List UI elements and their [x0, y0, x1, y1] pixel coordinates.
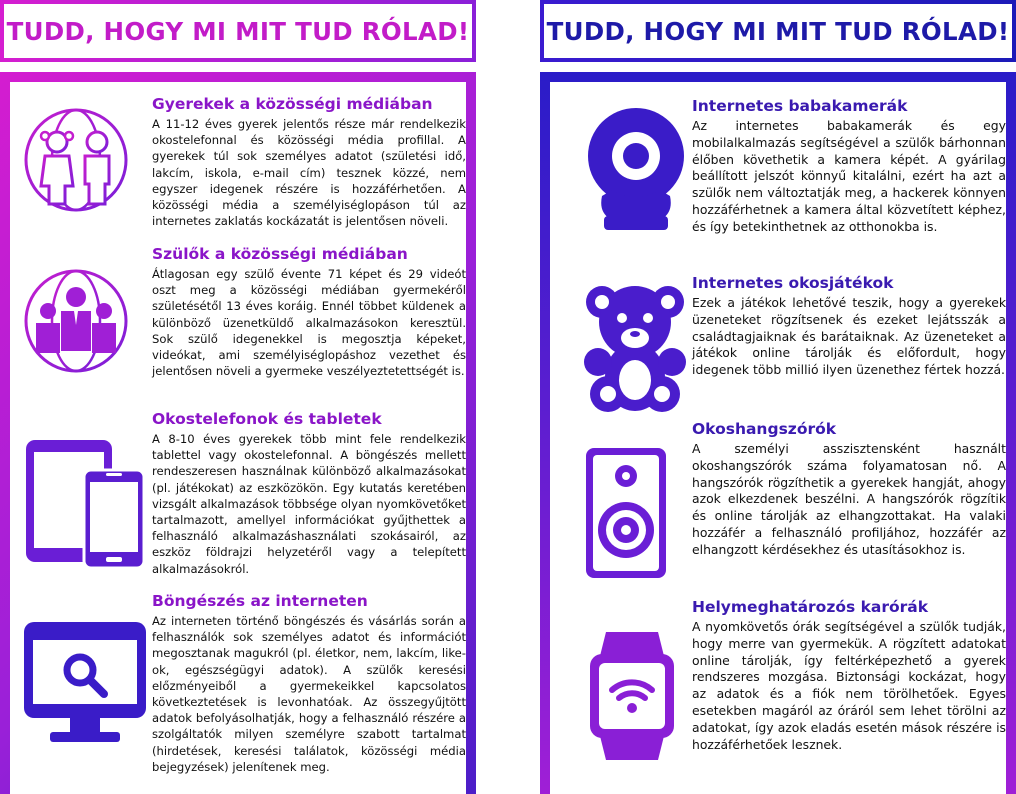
section-title: Internetes babakamerák [692, 97, 908, 115]
monitor-search-icon [24, 622, 146, 748]
right-panel [540, 72, 1016, 794]
section-body: Ezek a játékok lehetővé teszik, hogy a gyerekek üzeneteket rögzítsenek és ezeket lejátsszák a családtagjaiknak és barátaiknak. Az üzeneteket a játékok online tárolják és előfordult, hogy idegenek több millió ilyen üzenethez fértek hozzá. [692, 295, 1006, 378]
left-panel [0, 72, 476, 794]
webcam-icon [586, 106, 686, 236]
page-title-left: TUDD, HOGY MI MIT TUD RÓLAD! [6, 16, 470, 46]
section-smart-speakers [692, 420, 1006, 559]
section-title: Okoshangszórók [692, 420, 837, 438]
section-body: A 11-12 éves gyerek jelentős része már rendelkezik okostelefonnal és közösségi média profillal. A gyerekek túl sok személyes adatot (születési idő, lakcím, iskola, e-mail cím) tesznek közzé, nem egyszer idegenek részére is hozzáférhetően. A közösségi média a személyiséglopáson túl az internetes zaklatás kockázatát is jelentősen növeli. [152, 117, 466, 229]
section-title: Gyerekek a közösségi médiában [152, 95, 433, 113]
tablet-phone-icon [24, 440, 146, 570]
section-title: Okostelefonok és tabletek [152, 410, 382, 428]
section-browsing-internet [152, 592, 466, 775]
section-title: Helymeghatározós karórák [692, 598, 929, 616]
section-title: Szülők a közösségi médiában [152, 245, 408, 263]
children-globe-icon [21, 106, 131, 214]
section-body: A nyomkövetős órák segítségével a szülők tudják, hogy merre van gyermekük. A rögzített adatokat online tárolják, így feltérképezhető a gyerek rendszeres mozgása. Biztonsági kockázat, hogy az adatok és a fiók nem törölhetőek. Egyes esetekben magáról az óráról sem lehet törölni az adatokat, így azok eladás esetén mások részére is hozzáférhetőek lesznek. [692, 619, 1006, 752]
smartwatch-icon [590, 632, 674, 760]
title-banner-right [540, 0, 1016, 62]
people-globe-icon [21, 267, 131, 375]
section-title: Böngészés az interneten [152, 592, 368, 610]
title-banner-left [0, 0, 476, 62]
speaker-icon [586, 448, 666, 578]
section-body: Az internetes babakamerák és egy mobilalkalmazás segítségével a szülők bárhonnan élőben követhetik a kamera képét. A gyárilag beállított jelszót könnyű kitalálni, ezért ha azt a szülők nem változtatják meg, a hackerek könnyen hozzáférhetnek a kamera által közvetített képhez, és így betekinthetnek az otthonokba is. [692, 118, 1006, 234]
section-children-social-media [152, 95, 466, 229]
section-body: Átlagosan egy szülő évente 71 képet és 29 videót oszt meg a közösségi médiában gyermekéről születésétől 13 éves koráig. Ennél többet küldenek a különböző üzenetküldő alkalmazásokon keresztül. Sok szülő idegenekkel is megosztja képeket, videókat, ami személyiséglopáshoz vezethet és jelentősen növeli a gyermeke veszélyeztetettségét is. [152, 267, 466, 379]
page-title-right: TUDD, HOGY MI MIT TUD RÓLAD! [546, 16, 1010, 46]
section-body: A személyi asszisztensként használt okoshangszórók száma folyamatosan nő. A hangszórók rögzíthetik a gyerekek hangját, ahogy azok elkezdenek beszélni. A hangszórók rögzítik és online tárolják az elhangzottakat. Ha valaki hozzáfér a felhasználó profiljához, hozzáfér az elhangzott kérdésekhez és utasításokhoz is. [692, 441, 1006, 557]
section-title: Internetes okosjátékok [692, 274, 894, 292]
section-body: A 8-10 éves gyerekek több mint fele rendelkezik tablettel vagy okostelefonnal. A böngészés mellett rendeszeresen használnak különböző alkalmazásokat (pl. játékokat) az eszközökön. Egy kutatás keretében vizsgált alkalmazások többsége olyan nyomkövetőket tartalmazott, amellyel információkat gyűjthettek a felhasználó alkalmazáshasználati szokásairól, az eszköz földrajzi helyzetéről vagy a telepített alkalmazásokról. [152, 432, 466, 576]
section-smartphones-tablets [152, 410, 466, 577]
section-smart-toys [692, 274, 1006, 379]
section-parents-social-media [152, 245, 466, 379]
section-smartwatches [692, 598, 1006, 753]
section-body: Az interneten történő böngészés és vásárlás során a felhasználók sok személyes adatot és információt megosztanak magukról (pl. életkor, nem, lakcím, like-ok, egészségügyi adatok). A szülők keresési előzményeiből a gyermekeikkel kapcsolatos következtetések is levonhatóak. Az összegyűjtött adatok befolyásolhatják, hogy a felhasználó részére a szolgáltatók milyen személyre szabott tartalmat (hirdetések, keresési találatok, közösségi média bejegyzések) jelenítenek meg. [152, 614, 466, 774]
section-baby-cameras [692, 97, 1006, 236]
teddy-bear-icon [580, 282, 690, 412]
